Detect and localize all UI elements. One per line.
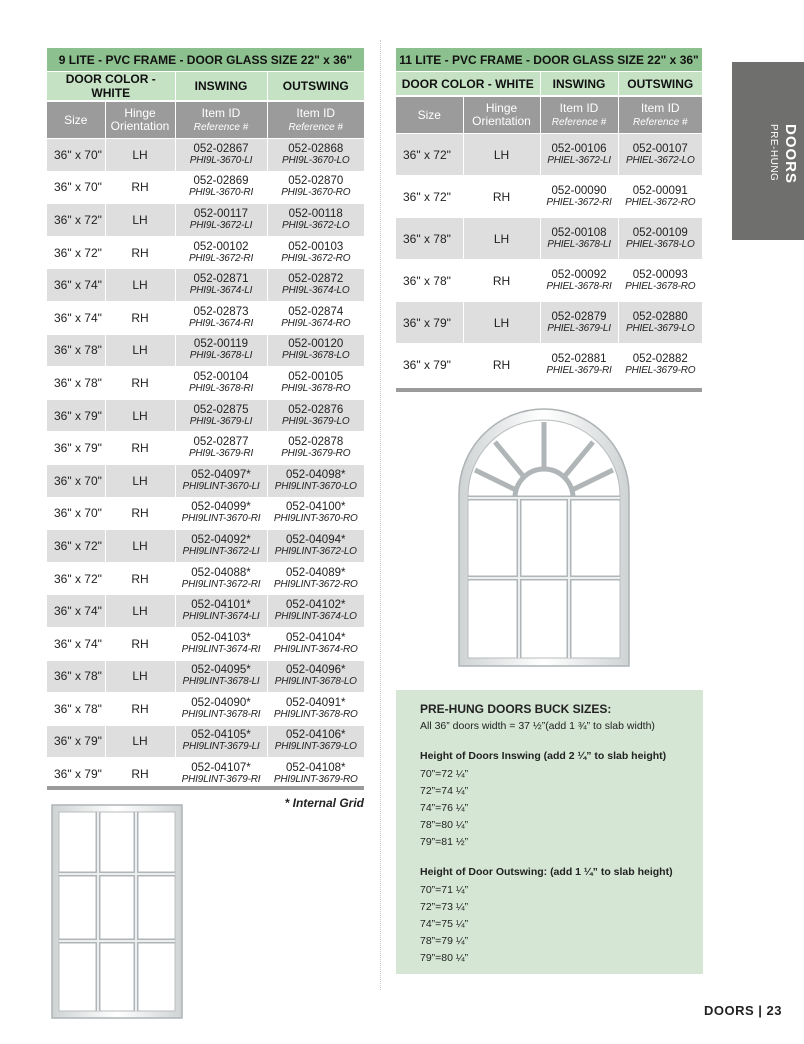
outswing-item-cell xyxy=(267,497,364,530)
item-id: 052-02882 xyxy=(632,352,688,365)
size-cell: 36" x 74" xyxy=(47,627,105,660)
left-table-title-row xyxy=(47,48,364,72)
reference-number: PHIEL-3672-LI xyxy=(547,154,611,166)
inswing-item-cell xyxy=(175,236,267,269)
hinge-cell: RH xyxy=(463,344,540,386)
item-id: 052-00102 xyxy=(193,240,249,253)
inswing-item-cell xyxy=(175,497,267,530)
table-row xyxy=(47,530,364,563)
item-id: 052-04094* xyxy=(286,533,346,546)
table-row xyxy=(396,344,702,386)
item-id: 052-04089* xyxy=(286,566,346,579)
reference-number: PHIEL-3678-RO xyxy=(625,280,696,292)
item-id: 052-00093 xyxy=(632,268,688,281)
reference-number: PHI9L-3679-LO xyxy=(282,415,350,427)
reference-number: PHI9LINT-3679-LI xyxy=(182,741,260,753)
item-id: 052-02879 xyxy=(551,310,607,323)
reference-number: PHI9LINT-3672-LO xyxy=(274,545,357,557)
hinge-cell: RH xyxy=(105,627,175,660)
outswing-item-cell xyxy=(267,171,364,204)
reference-number: PHI9LINT-3674-LO xyxy=(274,611,357,623)
reference-number: PHI9L-3679-LI xyxy=(189,415,253,427)
col-item-label: Item ID xyxy=(201,105,241,120)
inswing-item-cell xyxy=(175,562,267,595)
table-row xyxy=(47,464,364,497)
size-cell: 36" x 72" xyxy=(396,134,463,176)
hinge-cell: RH xyxy=(105,171,175,204)
left-column-header-row xyxy=(47,101,364,139)
outswing-item-cell xyxy=(618,176,702,218)
hinge-cell: RH xyxy=(105,236,175,269)
rectangular-window-image xyxy=(50,803,184,1020)
col-ref-label: Reference # xyxy=(193,121,249,133)
outswing-item-cell xyxy=(618,260,702,302)
item-id: 052-00120 xyxy=(288,338,344,351)
size-cell: 36" x 79" xyxy=(47,725,105,758)
item-id: 052-04101* xyxy=(191,599,251,612)
col-item-label: Item ID xyxy=(296,105,336,120)
inswing-item-cell xyxy=(175,464,267,497)
table-row xyxy=(47,627,364,660)
outswing-height-item: 72”=73 ¼” xyxy=(420,901,469,913)
hinge-cell: RH xyxy=(105,758,175,790)
size-cell: 36" x 74" xyxy=(47,301,105,334)
col-ref-label: Reference # xyxy=(551,116,607,128)
reference-number: PHI9L-3674-RI xyxy=(188,317,254,329)
reference-number: PHI9LINT-3678-RO xyxy=(273,708,358,720)
inswing-height-heading: Height of Doors Inswing (add 2 ¼” to slab height) xyxy=(420,750,667,762)
inswing-height-item: 79”=81 ½” xyxy=(420,836,469,848)
outswing-item-cell xyxy=(267,693,364,726)
column-divider xyxy=(380,40,381,990)
reference-number: PHI9L-3672-LO xyxy=(282,219,350,231)
item-id: 052-00103 xyxy=(288,240,344,253)
right-outswing-header: OUTSWING xyxy=(618,72,702,97)
reference-number: PHI9LINT-3678-LI xyxy=(182,676,260,688)
outswing-item-cell xyxy=(267,595,364,628)
size-cell: 36" x 79" xyxy=(396,302,463,344)
size-cell: 36" x 72" xyxy=(47,562,105,595)
outswing-height-item: 74”=75 ¼” xyxy=(420,918,469,930)
right-col-hinge xyxy=(463,96,540,134)
reference-number: PHIEL-3678-LI xyxy=(547,238,611,250)
item-id: 052-02870 xyxy=(288,175,344,188)
outswing-item-cell xyxy=(618,302,702,344)
inswing-item-cell xyxy=(540,218,618,260)
hinge-cell: RH xyxy=(105,432,175,465)
left-col-size xyxy=(47,101,105,139)
item-id: 052-04103* xyxy=(191,631,251,644)
outswing-item-cell xyxy=(267,562,364,595)
size-cell: 36" x 70" xyxy=(47,497,105,530)
inswing-item-cell xyxy=(175,204,267,237)
item-id: 052-00091 xyxy=(632,184,688,197)
table-row xyxy=(47,660,364,693)
hinge-cell: LH xyxy=(105,139,175,172)
right-lite-table xyxy=(396,48,702,385)
outswing-item-cell xyxy=(267,660,364,693)
item-id: 052-04107* xyxy=(191,762,251,775)
table-row xyxy=(396,176,702,218)
reference-number: PHI9LINT-3672-LI xyxy=(182,545,260,557)
outswing-height-item: 79”=80 ¼” xyxy=(420,952,469,964)
col-hinge-label: Hinge xyxy=(124,106,156,120)
col-ref-label: Reference # xyxy=(633,116,688,128)
col-hinge-sub-label: Orientation xyxy=(110,119,170,133)
right-inswing-header: INSWING xyxy=(540,72,618,97)
item-id: 052-04108* xyxy=(286,762,346,775)
outswing-item-cell xyxy=(267,139,364,172)
item-id: 052-02878 xyxy=(288,436,344,449)
hinge-cell: LH xyxy=(105,269,175,302)
size-cell: 36" x 78" xyxy=(47,660,105,693)
hinge-cell: LH xyxy=(105,399,175,432)
reference-number: PHI9L-3670-LO xyxy=(282,154,350,166)
table-row xyxy=(396,260,702,302)
reference-number: PHI9L-3678-RI xyxy=(188,382,254,394)
outswing-item-cell xyxy=(267,367,364,400)
reference-number: PHIEL-3678-RI xyxy=(546,280,612,292)
hinge-cell: LH xyxy=(105,204,175,237)
inswing-item-cell xyxy=(175,301,267,334)
size-cell: 36" x 72" xyxy=(396,176,463,218)
item-id: 052-00119 xyxy=(193,338,249,351)
inswing-item-cell xyxy=(175,399,267,432)
item-id: 052-04096* xyxy=(286,664,346,677)
reference-number: PHIEL-3672-LO xyxy=(625,154,695,166)
reference-number: PHIEL-3672-RI xyxy=(546,196,612,208)
outswing-item-cell xyxy=(267,236,364,269)
table-row xyxy=(47,269,364,302)
left-col-hinge xyxy=(105,101,175,139)
outswing-item-cell xyxy=(618,218,702,260)
page-footer: DOORS | 23 xyxy=(704,1003,782,1018)
item-id: 052-02871 xyxy=(193,273,249,286)
buck-sizes-heading: PRE-HUNG DOORS BUCK SIZES: xyxy=(420,702,612,716)
side-tab-subtitle: PRE-HUNG xyxy=(768,124,779,182)
item-id: 052-00105 xyxy=(288,370,344,383)
reference-number: PHI9LINT-3674-RO xyxy=(273,643,358,655)
hinge-cell: RH xyxy=(105,301,175,334)
left-col-in-item xyxy=(175,101,267,139)
table-row xyxy=(47,236,364,269)
size-cell: 36" x 74" xyxy=(47,269,105,302)
hinge-cell: LH xyxy=(105,660,175,693)
inswing-item-cell xyxy=(540,260,618,302)
item-id: 052-02880 xyxy=(632,310,688,323)
table-row xyxy=(47,334,364,367)
inswing-item-cell xyxy=(175,627,267,660)
left-door-color: DOOR COLOR - WHITE xyxy=(47,72,175,102)
item-id: 052-04091* xyxy=(286,696,346,709)
size-cell: 36" x 70" xyxy=(47,464,105,497)
reference-number: PHI9L-3678-LI xyxy=(189,350,253,362)
size-cell: 36" x 72" xyxy=(47,236,105,269)
left-inswing-header: INSWING xyxy=(175,72,267,102)
outswing-item-cell xyxy=(267,204,364,237)
item-id: 052-02875 xyxy=(193,403,249,416)
item-id: 052-04099* xyxy=(191,501,251,514)
col-size-label: Size xyxy=(417,107,441,122)
item-id: 052-02873 xyxy=(193,305,249,318)
reference-number: PHI9L-3674-RO xyxy=(281,317,351,329)
item-id: 052-04097* xyxy=(191,468,251,481)
reference-number: PHI9LINT-3674-LI xyxy=(182,611,260,623)
item-id: 052-00109 xyxy=(632,226,688,239)
outswing-height-item: 78”=79 ¼” xyxy=(420,935,469,947)
arched-window-image xyxy=(455,402,633,670)
outswing-item-cell xyxy=(267,301,364,334)
reference-number: PHI9LINT-3670-LI xyxy=(182,480,260,492)
reference-number: PHI9LINT-3670-LO xyxy=(274,480,357,492)
reference-number: PHIEL-3678-LO xyxy=(625,238,695,250)
item-id: 052-02881 xyxy=(551,352,607,365)
item-id: 052-02867 xyxy=(193,142,249,155)
reference-number: PHIEL-3679-LI xyxy=(547,322,611,334)
right-table-title: 11 LITE - PVC FRAME - DOOR GLASS SIZE 22" x 36" xyxy=(396,48,702,72)
reference-number: PHI9LINT-3672-RI xyxy=(181,578,261,590)
inswing-item-cell xyxy=(175,530,267,563)
inswing-item-cell xyxy=(175,171,267,204)
reference-number: PHI9L-3674-LI xyxy=(189,285,253,297)
item-id: 052-04092* xyxy=(191,533,251,546)
hinge-cell: LH xyxy=(105,530,175,563)
hinge-cell: RH xyxy=(105,562,175,595)
reference-number: PHI9L-3670-LI xyxy=(189,154,253,166)
reference-number: PHI9L-3679-RI xyxy=(188,448,254,460)
item-id: 052-02868 xyxy=(288,142,344,155)
internal-grid-note: * Internal Grid xyxy=(284,796,364,810)
inswing-item-cell xyxy=(175,367,267,400)
item-id: 052-02874 xyxy=(288,305,344,318)
item-id: 052-04102* xyxy=(286,599,346,612)
outswing-item-cell xyxy=(267,627,364,660)
item-id: 052-00117 xyxy=(193,207,249,220)
hinge-cell: RH xyxy=(463,176,540,218)
item-id: 052-00108 xyxy=(551,226,607,239)
table-row xyxy=(47,367,364,400)
size-cell: 36" x 78" xyxy=(396,218,463,260)
item-id: 052-04095* xyxy=(191,664,251,677)
col-hinge-sub-label: Orientation xyxy=(472,114,531,128)
table-row xyxy=(47,171,364,204)
inswing-item-cell xyxy=(175,432,267,465)
size-cell: 36" x 70" xyxy=(47,139,105,172)
right-column-header-row xyxy=(396,96,702,134)
size-cell: 36" x 78" xyxy=(47,334,105,367)
table-row xyxy=(47,139,364,172)
size-cell: 36" x 72" xyxy=(47,204,105,237)
reference-number: PHI9L-3678-LO xyxy=(282,350,350,362)
hinge-cell: RH xyxy=(105,367,175,400)
hinge-cell: LH xyxy=(463,134,540,176)
col-ref-label: Reference # xyxy=(288,121,343,133)
table-row xyxy=(47,562,364,595)
reference-number: PHI9LINT-3670-RI xyxy=(181,513,261,525)
table-row xyxy=(47,693,364,726)
hinge-cell: LH xyxy=(105,464,175,497)
reference-number: PHI9L-3670-RI xyxy=(188,187,254,199)
reference-number: PHIEL-3679-RO xyxy=(625,364,696,376)
reference-number: PHI9L-3672-RO xyxy=(281,252,351,264)
outswing-item-cell xyxy=(267,399,364,432)
outswing-item-cell xyxy=(267,432,364,465)
reference-number: PHI9LINT-3679-RI xyxy=(181,774,261,786)
reference-number: PHI9LINT-3678-LO xyxy=(274,676,357,688)
right-table-color-row xyxy=(396,72,702,97)
reference-number: PHI9LINT-3679-LO xyxy=(274,741,357,753)
right-col-in-item xyxy=(540,96,618,134)
item-id: 052-02869 xyxy=(193,175,249,188)
hinge-cell: LH xyxy=(463,302,540,344)
table-row xyxy=(47,399,364,432)
table-row xyxy=(47,301,364,334)
size-cell: 36" x 79" xyxy=(47,758,105,790)
hinge-cell: LH xyxy=(105,334,175,367)
item-id: 052-02876 xyxy=(288,403,344,416)
size-cell: 36" x 78" xyxy=(47,367,105,400)
item-id: 052-02872 xyxy=(288,273,344,286)
hinge-cell: LH xyxy=(105,595,175,628)
size-cell: 36" x 78" xyxy=(47,693,105,726)
table-row xyxy=(396,134,702,176)
outswing-item-cell xyxy=(267,464,364,497)
left-outswing-header: OUTSWING xyxy=(267,72,364,102)
col-item-label: Item ID xyxy=(559,100,599,115)
item-id: 052-04090* xyxy=(191,696,251,709)
section-side-tab xyxy=(732,62,804,240)
outswing-item-cell xyxy=(267,269,364,302)
side-tab-title: DOORS xyxy=(782,124,799,185)
left-table-color-row xyxy=(47,72,364,102)
size-cell: 36" x 79" xyxy=(47,399,105,432)
reference-number: PHI9LINT-3678-RI xyxy=(181,708,261,720)
outswing-height-item: 70”=71 ¼” xyxy=(420,884,469,896)
right-door-color: DOOR COLOR - WHITE xyxy=(396,72,540,97)
inswing-item-cell xyxy=(175,595,267,628)
right-table-title-row xyxy=(396,48,702,72)
inswing-item-cell xyxy=(540,344,618,386)
reference-number: PHIEL-3679-LO xyxy=(625,322,695,334)
table-row xyxy=(47,595,364,628)
reference-number: PHI9L-3672-RI xyxy=(188,252,254,264)
inswing-item-cell xyxy=(175,334,267,367)
table-row xyxy=(396,218,702,260)
item-id: 052-00104 xyxy=(193,370,249,383)
item-id: 052-02877 xyxy=(193,436,249,449)
col-size-label: Size xyxy=(64,112,88,127)
inswing-item-cell xyxy=(175,693,267,726)
item-id: 052-04104* xyxy=(286,631,346,644)
table-row xyxy=(47,497,364,530)
right-col-out-item xyxy=(618,96,702,134)
reference-number: PHI9L-3674-LO xyxy=(282,285,350,297)
item-id: 052-04098* xyxy=(286,468,346,481)
table-row xyxy=(47,725,364,758)
inswing-item-cell xyxy=(540,302,618,344)
inswing-height-item: 72”=74 ¼” xyxy=(420,785,469,797)
item-id: 052-04100* xyxy=(286,501,346,514)
reference-number: PHI9LINT-3672-RO xyxy=(273,578,358,590)
inswing-height-item: 74”=76 ¼” xyxy=(420,802,469,814)
outswing-item-cell xyxy=(267,530,364,563)
item-id: 052-04105* xyxy=(191,729,251,742)
inswing-item-cell xyxy=(175,269,267,302)
table-row xyxy=(47,204,364,237)
hinge-cell: LH xyxy=(105,725,175,758)
outswing-item-cell xyxy=(618,344,702,386)
col-item-label: Item ID xyxy=(640,100,680,115)
reference-number: PHI9L-3672-LI xyxy=(189,219,253,231)
left-lite-table xyxy=(47,48,364,790)
left-table-bottom-rule xyxy=(47,786,364,790)
item-id: 052-00106 xyxy=(551,142,607,155)
reference-number: PHI9L-3679-RO xyxy=(281,448,351,460)
table-row xyxy=(396,302,702,344)
buck-sizes-panel xyxy=(396,690,703,974)
right-table-bottom-rule xyxy=(396,388,702,392)
reference-number: PHIEL-3679-RI xyxy=(546,364,612,376)
reference-number: PHIEL-3672-RO xyxy=(625,196,696,208)
inswing-height-item: 78”=80 ¼” xyxy=(420,819,469,831)
size-cell: 36" x 74" xyxy=(47,595,105,628)
item-id: 052-04088* xyxy=(191,566,251,579)
hinge-cell: RH xyxy=(105,497,175,530)
table-row xyxy=(47,432,364,465)
reference-number: PHI9L-3678-RO xyxy=(281,382,351,394)
right-col-size xyxy=(396,96,463,134)
left-col-out-item xyxy=(267,101,364,139)
inswing-item-cell xyxy=(540,134,618,176)
buck-width-note: All 36” doors width = 37 ½”(add 1 ¾” to slab width) xyxy=(420,720,655,732)
inswing-item-cell xyxy=(175,725,267,758)
inswing-item-cell xyxy=(175,139,267,172)
reference-number: PHI9LINT-3674-RI xyxy=(181,643,261,655)
inswing-item-cell xyxy=(175,660,267,693)
inswing-height-item: 70”=72 ¼” xyxy=(420,768,469,780)
left-table-title: 9 LITE - PVC FRAME - DOOR GLASS SIZE 22" x 36" xyxy=(47,48,364,72)
reference-number: PHI9LINT-3679-RO xyxy=(273,774,358,786)
hinge-cell: LH xyxy=(463,218,540,260)
size-cell: 36" x 78" xyxy=(396,260,463,302)
inswing-item-cell xyxy=(540,176,618,218)
item-id: 052-04106* xyxy=(286,729,346,742)
outswing-height-heading: Height of Door Outswing: (add 1 ¼” to slab height) xyxy=(420,866,673,878)
size-cell: 36" x 70" xyxy=(47,171,105,204)
item-id: 052-00092 xyxy=(551,268,607,281)
size-cell: 36" x 79" xyxy=(47,432,105,465)
outswing-item-cell xyxy=(618,134,702,176)
size-cell: 36" x 79" xyxy=(396,344,463,386)
hinge-cell: RH xyxy=(105,693,175,726)
reference-number: PHI9L-3670-RO xyxy=(281,187,351,199)
item-id: 052-00118 xyxy=(288,207,343,220)
size-cell: 36" x 72" xyxy=(47,530,105,563)
reference-number: PHI9LINT-3670-RO xyxy=(273,513,358,525)
col-hinge-label: Hinge xyxy=(485,101,518,115)
item-id: 052-00107 xyxy=(632,142,688,155)
hinge-cell: RH xyxy=(463,260,540,302)
outswing-item-cell xyxy=(267,334,364,367)
item-id: 052-00090 xyxy=(551,184,607,197)
outswing-item-cell xyxy=(267,725,364,758)
